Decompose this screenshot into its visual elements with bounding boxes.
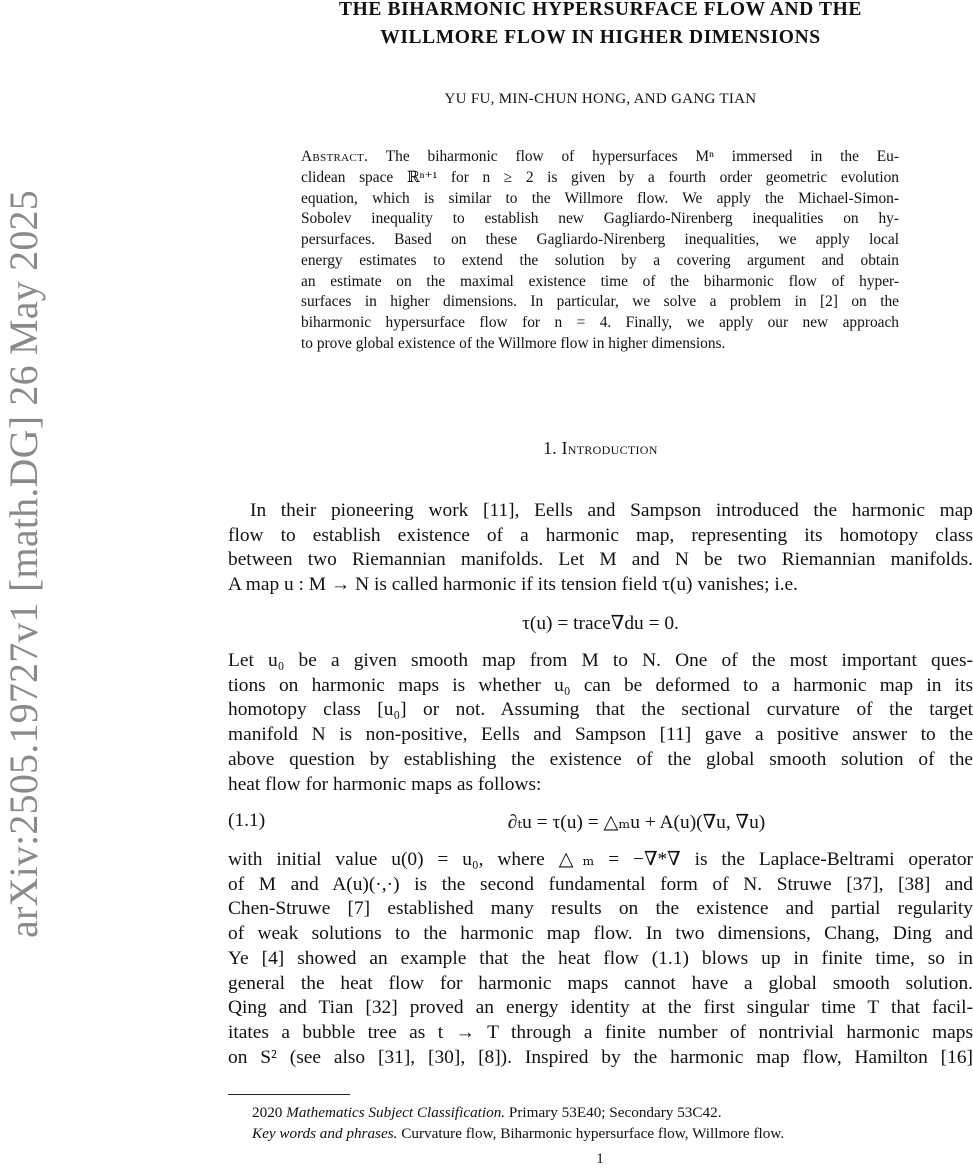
paragraph-heat-flow bbox=[228, 649, 973, 797]
title-line-1: THE BIHARMONIC HYPERSURFACE FLOW AND THE bbox=[339, 0, 862, 20]
msc-label: Mathematics Subject Classification. bbox=[286, 1104, 506, 1121]
text-line: Chen-Struwe [7] established many results on the existence and partial regularity bbox=[228, 898, 973, 920]
text-line: A map u : M → N is called harmonic if its tension field τ(u) vanishes; i.e. bbox=[228, 574, 799, 596]
footnote-msc bbox=[252, 1104, 722, 1122]
abstract-line: energy estimates to extend the solution by a covering argument and obtain bbox=[301, 251, 899, 269]
text-line: itates a bubble tree as t → T through a finite number of nontrivial harmonic maps bbox=[228, 1021, 973, 1043]
abstract-line: clidean space ℝⁿ⁺¹ for n ≥ 2 is given by a fourth order geometric evolution bbox=[301, 168, 899, 186]
paragraph-history bbox=[228, 848, 973, 1070]
abstract bbox=[301, 147, 899, 355]
text-line: In their pioneering work [11], Eells and Sampson introduced the harmonic map bbox=[250, 500, 973, 521]
page-number: 1 bbox=[596, 1151, 604, 1167]
text-line: flow to establish existence of a harmonic map, representing its homotopy class bbox=[228, 524, 973, 546]
equation-number-1-1: (1.1) bbox=[228, 810, 266, 831]
text-line: Ye [4] showed an example that the heat flow (1.1) blows up in finite time, so in bbox=[228, 947, 973, 969]
section-number: 1. bbox=[543, 438, 557, 458]
keywords-label: Key words and phrases. bbox=[252, 1125, 398, 1142]
text-line: of M and A(u)(·,·) is the second fundamental form of N. Struwe [37], [38] and bbox=[228, 873, 973, 895]
abstract-line: Abstract. The biharmonic flow of hypersurfaces Mⁿ immersed in the Eu- bbox=[301, 148, 899, 165]
abstract-line: surfaces in higher dimensions. In particular, we solve a problem in [2] on the bbox=[301, 293, 899, 311]
text-line: of weak solutions to the harmonic map flow. In two dimensions, Chang, Ding and bbox=[228, 923, 973, 945]
msc-codes: Primary 53E40; Secondary 53C42. bbox=[508, 1104, 722, 1121]
equation-1-1: ∂ₜu = τ(u) = △ₘu + A(u)(∇u, ∇u) bbox=[507, 812, 766, 833]
section-heading-introduction bbox=[228, 438, 973, 459]
abstract-label: Abstract. bbox=[301, 148, 369, 165]
text-line: manifold N is non-positive, Eells and Sampson [11] gave a positive answer to the bbox=[228, 724, 973, 746]
text-line: above question by establishing the existence of the global smooth solution of the bbox=[228, 748, 973, 770]
paper-title bbox=[228, 0, 973, 52]
text-line: with initial value u(0) = u₀, where △ₘ = −∇*∇ is the Laplace-Beltrami operator bbox=[228, 849, 973, 870]
abstract-line: persurfaces. Based on these Gagliardo-Nirenberg inequalities, we apply local bbox=[301, 231, 899, 248]
msc-year: 2020 bbox=[252, 1104, 283, 1121]
abstract-line: biharmonic hypersurface flow for n = 4. Finally, we apply our new approach bbox=[301, 314, 899, 331]
text-line: heat flow for harmonic maps as follows: bbox=[228, 773, 542, 795]
text-line: general the heat flow for harmonic maps cannot have a global smooth solution. bbox=[228, 972, 973, 994]
section-title: Introduction bbox=[561, 438, 658, 458]
equation-tension-field: τ(u) = trace∇du = 0. bbox=[522, 613, 679, 634]
abstract-line: to prove global existence of the Willmore flow in higher dimensions. bbox=[301, 334, 726, 352]
abstract-line: Sobolev inequality to establish new Gagliardo-Nirenberg inequalities on hy- bbox=[301, 210, 899, 228]
keywords-text: Curvature flow, Biharmonic hypersurface flow, Willmore flow. bbox=[401, 1125, 785, 1142]
arxiv-identifier-stamp: arXiv:2505.19727v1 [math.DG] 26 May 2025 bbox=[1, 190, 46, 938]
authors: YU FU, MIN-CHUN HONG, AND GANG TIAN bbox=[444, 91, 757, 107]
text-line: between two Riemannian manifolds. Let M and N be two Riemannian manifolds. bbox=[228, 549, 973, 571]
paragraph-intro bbox=[228, 499, 973, 598]
text-line: tions on harmonic maps is whether u₀ can be deformed to a harmonic map in its bbox=[228, 674, 973, 696]
text-line: on S² (see also [31], [30], [8]). Inspired by the harmonic map flow, Hamilton [16] bbox=[228, 1046, 973, 1068]
text-line: homotopy class [u₀] or not. Assuming that the sectional curvature of the target bbox=[228, 699, 973, 721]
text-line: Qing and Tian [32] proved an energy identity at the first singular time T that facil- bbox=[228, 997, 973, 1019]
text-line: Let u₀ be a given smooth map from M to N. One of the most important ques- bbox=[228, 650, 973, 671]
footnote-rule bbox=[228, 1094, 350, 1095]
abstract-line: equation, which is similar to the Willmore flow. We apply the Michael-Simon- bbox=[301, 189, 899, 207]
footnote-keywords bbox=[252, 1125, 784, 1143]
title-line-2: WILLMORE FLOW IN HIGHER DIMENSIONS bbox=[380, 27, 821, 48]
abstract-line: an estimate on the maximal existence time of the biharmonic flow of hyper- bbox=[301, 272, 899, 290]
